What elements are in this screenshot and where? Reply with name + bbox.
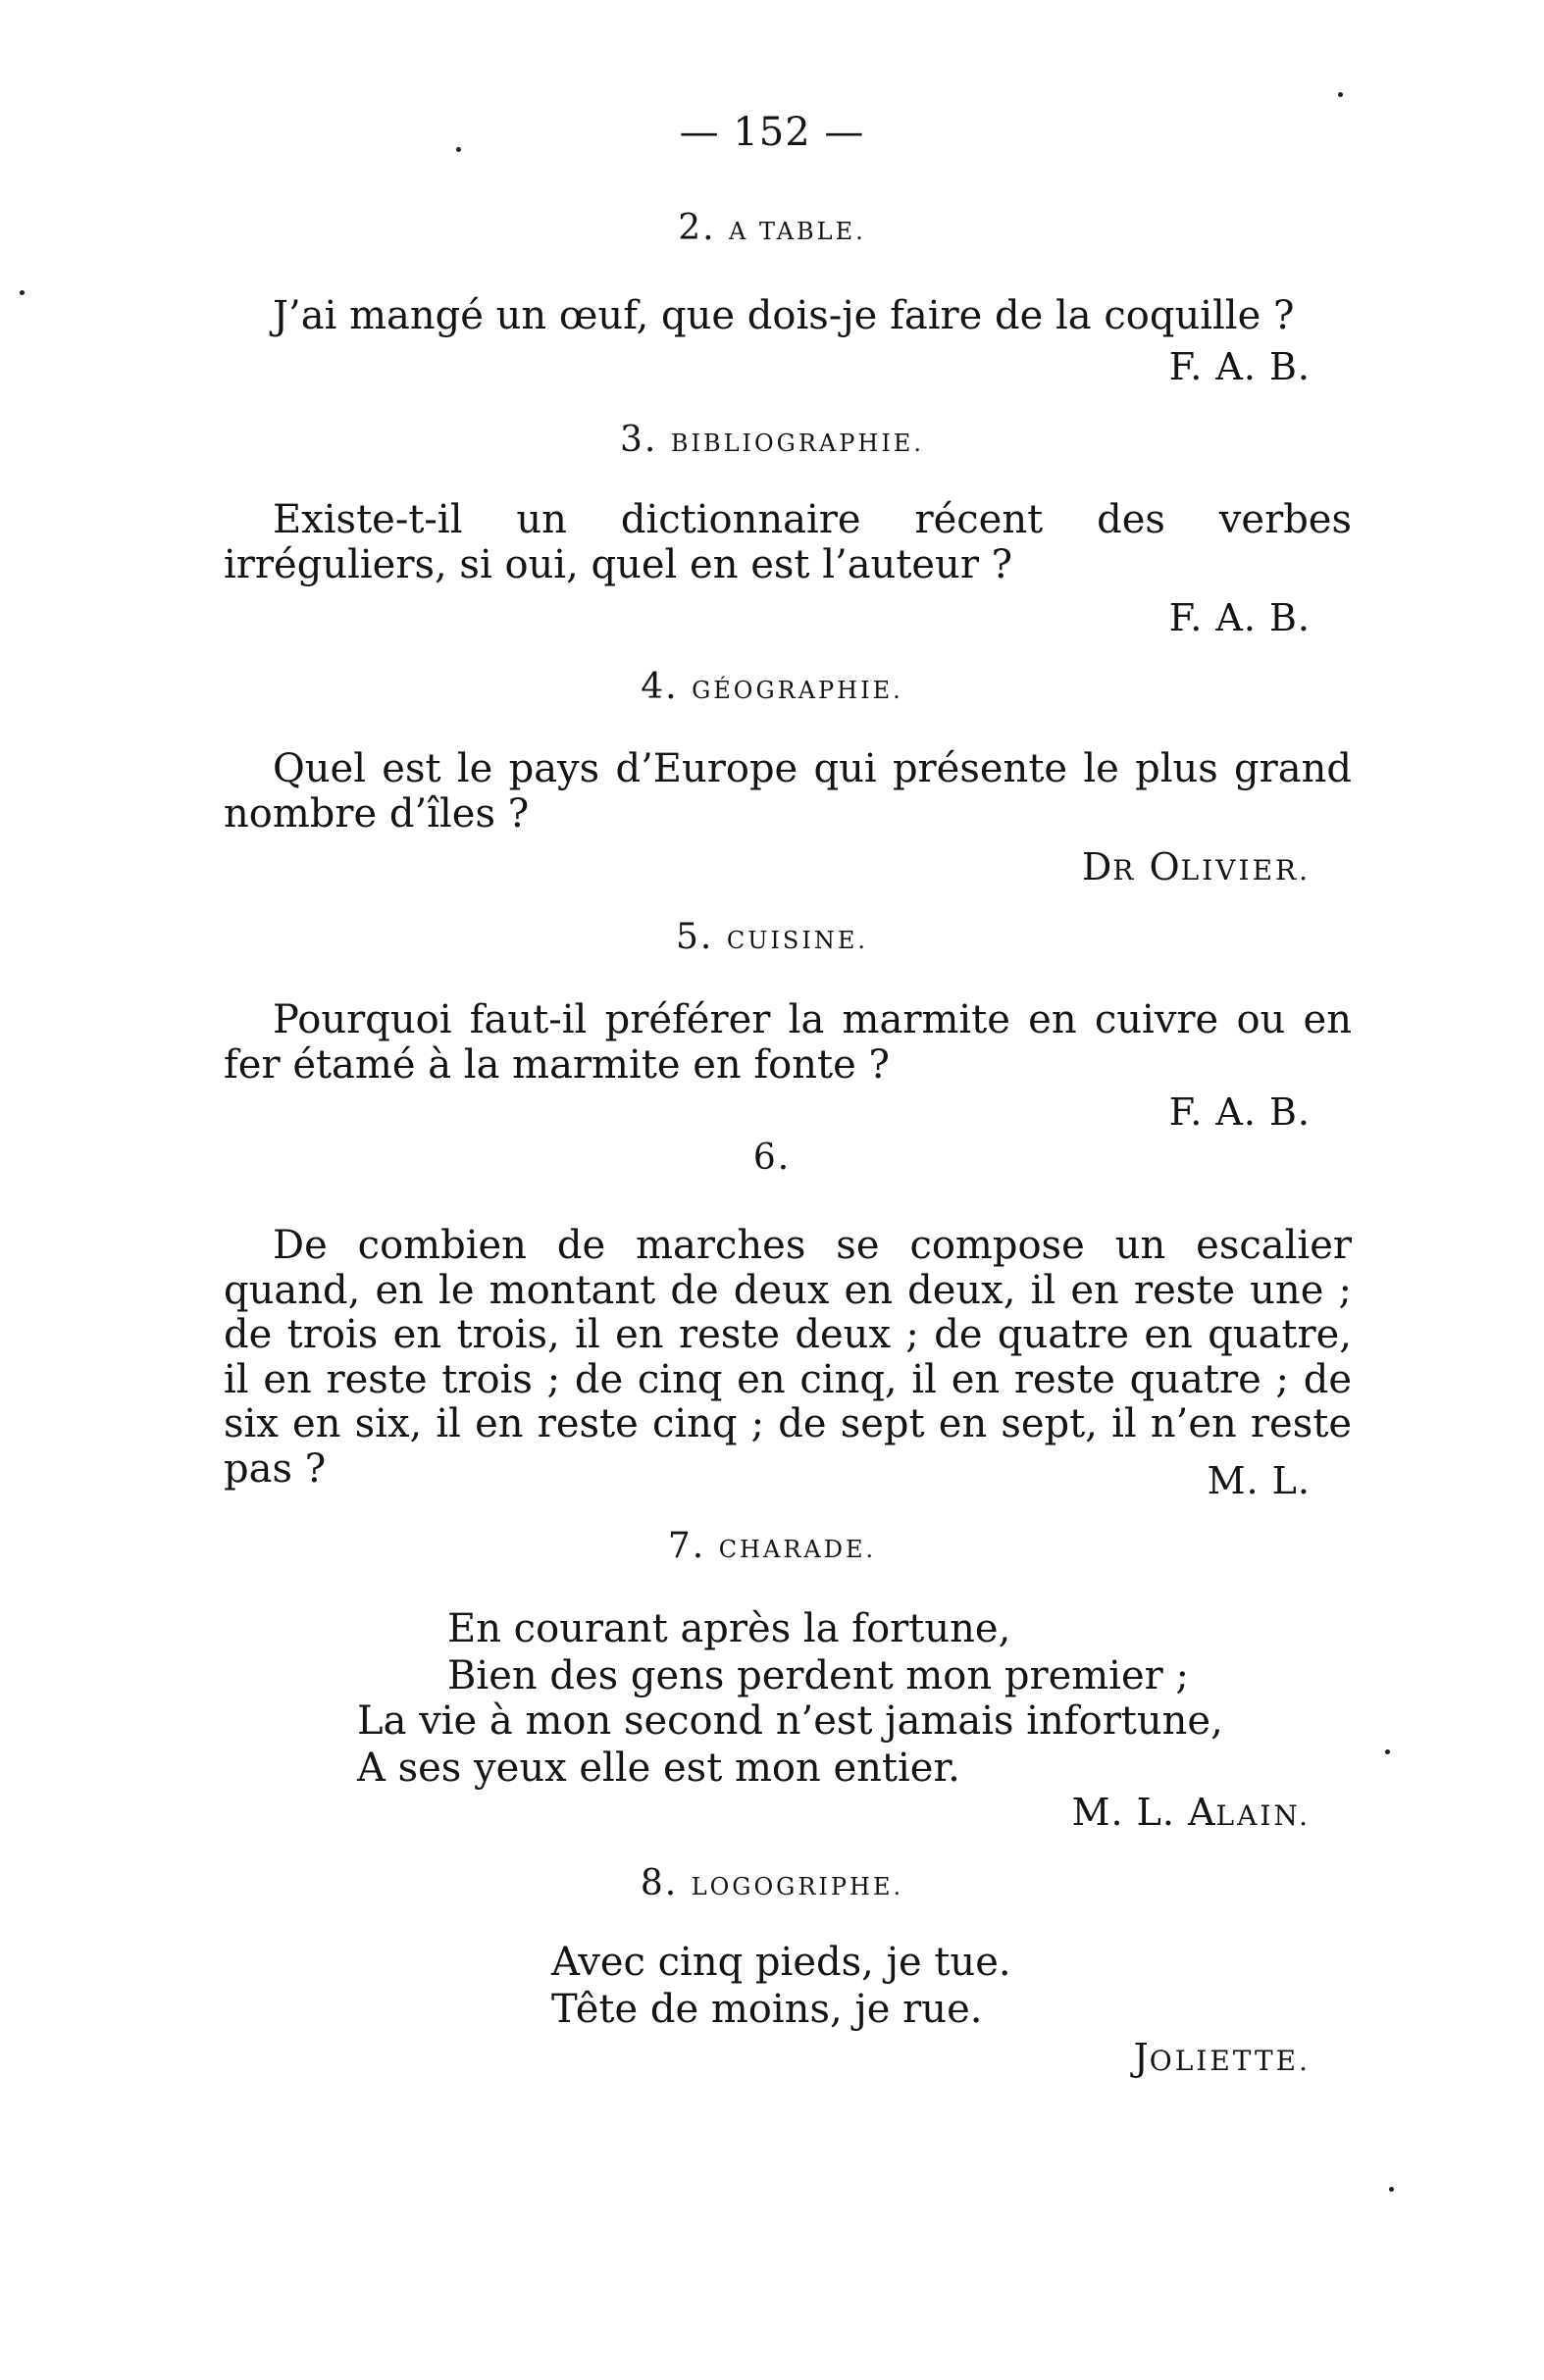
heading-number: 5. [676, 917, 714, 957]
heading-number: 3. [620, 420, 658, 460]
question-text: J’ai mangé un œuf, que dois-je faire de la coquille ? [273, 293, 1295, 338]
verse-line: En courant après la fortune, [447, 1606, 1011, 1651]
heading-number: 8. [640, 1863, 679, 1903]
heading-number: 2. [678, 208, 716, 248]
heading-title: CUISINE. [726, 927, 868, 954]
heading-number: 6. [752, 1138, 792, 1178]
signature-dr-olivier: DR OLIVIER. [1081, 845, 1311, 888]
verse-line: La vie à mon second n’est jamais infortune, [357, 1698, 1223, 1744]
heading-logogriphe [0, 1863, 1544, 1903]
verse-line: Bien des gens perdent mon premier ; [447, 1653, 1189, 1698]
verse-line: Avec cinq pieds, je tue. [551, 1940, 1011, 1985]
heading-number: 4. [641, 667, 679, 707]
scan-speck [1385, 1749, 1390, 1754]
heading-geographie [0, 667, 1544, 707]
scan-speck [456, 147, 461, 152]
scan-speck [1389, 2187, 1394, 2192]
question-text: Quel est le pays d’Europe qui présente le plus grand nombre d’îles ? [224, 746, 1352, 836]
heading-title: LOGOGRIPHE. [691, 1873, 904, 1900]
signature: F. A. B. [1168, 1090, 1311, 1134]
signature-joliette: JOLIETTE. [1133, 2036, 1311, 2079]
verse-line: Tête de moins, je rue. [551, 1987, 983, 2032]
heading-a-table [0, 208, 1544, 248]
question-text: Existe-t-il un dictionnaire récent des verbes irréguliers, si oui, quel en est l’auteur ? [224, 497, 1352, 587]
signature: F. A. B. [1168, 345, 1311, 388]
signature-alain: M. L. ALAIN. [1071, 1791, 1311, 1834]
heading-cuisine [0, 917, 1544, 957]
signature: M. L. [1207, 1459, 1311, 1502]
heading-bibliographie [0, 420, 1544, 460]
verse-line: A ses yeux elle est mon entier. [357, 1746, 960, 1791]
heading-charade [0, 1526, 1544, 1566]
heading-title: BIBLIOGRAPHIE. [670, 430, 924, 457]
heading-number: 7. [667, 1526, 706, 1566]
heading-title: A TABLE. [729, 218, 866, 245]
signature: F. A. B. [1168, 596, 1311, 639]
heading-title: CHARADE. [718, 1536, 877, 1563]
question-text: Pourquoi faut-il préférer la marmite en cuivre ou en fer étamé à la marmite en fonte ? [224, 997, 1352, 1088]
scan-speck [20, 290, 25, 295]
page-number: — 152 — [679, 110, 865, 155]
heading-title: GÉOGRAPHIE. [692, 677, 903, 704]
question-text: De combien de marches se compose un escalier quand, en le montant de deux en deux, il en reste une ; de trois en trois, il en reste deux ; de quatre en quatre, il en reste trois ; de cinq en cinq, il en reste quatre ; de six en six, il en reste cinq ; de sept en sept, il n’en reste pas ? [224, 1223, 1352, 1492]
scan-speck [1338, 92, 1343, 97]
heading-6 [0, 1138, 1544, 1178]
